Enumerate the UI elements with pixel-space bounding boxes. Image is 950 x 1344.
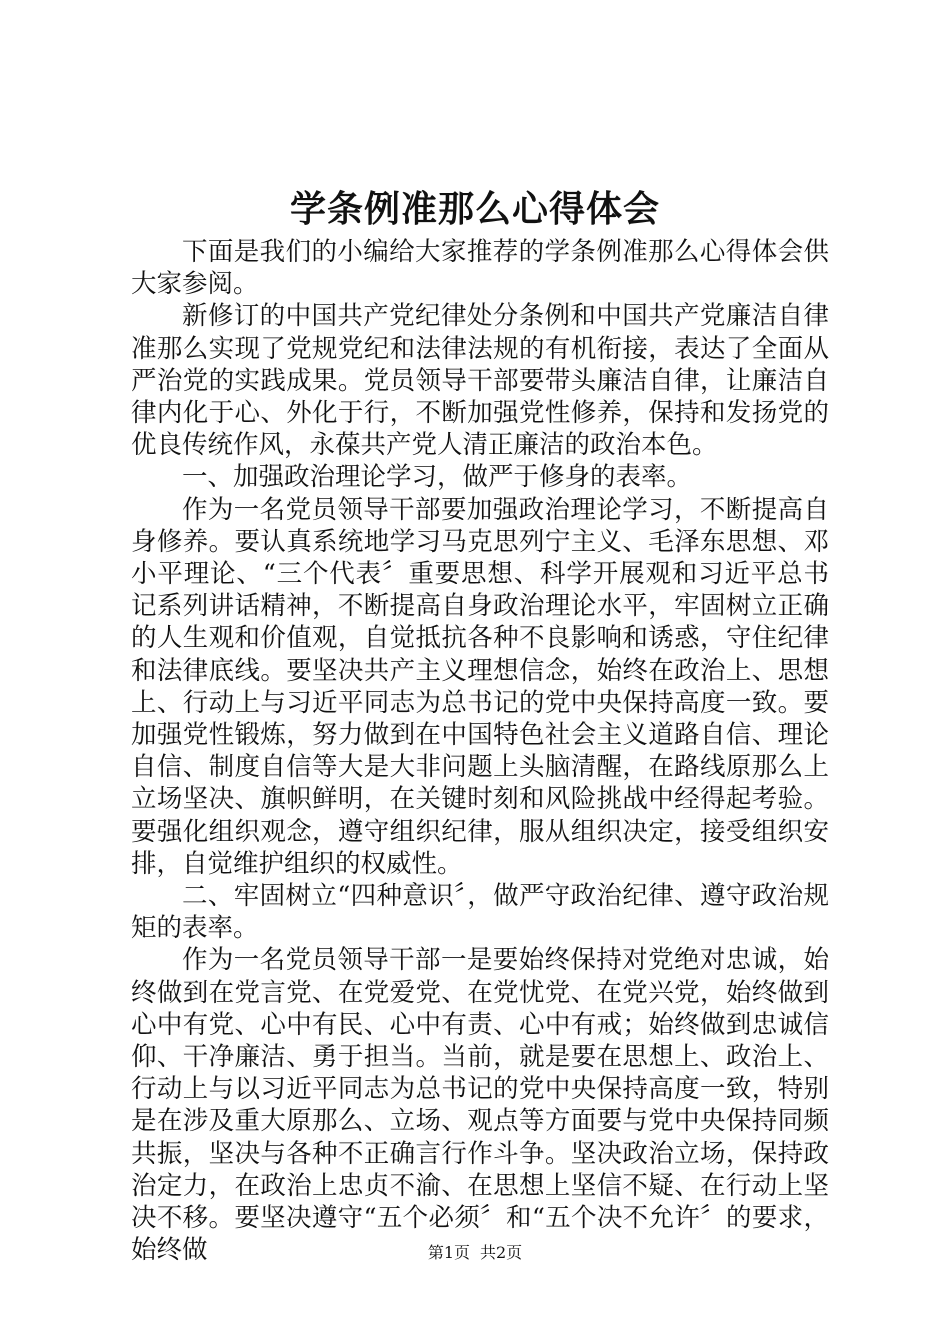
document-body <box>131 236 829 1267</box>
paragraph: 作为一名党员领导干部要加强政治理论学习，不断提高自身修养。要认真系统地学习马克思列宁主义、毛泽东思想、邓小平理论、“三个代表〞重要思想、科学开展观和习近平总书记系列讲话精神，不断提高自身政治理论水平，牢固树立正确的人生观和价值观，自觉抵抗各种不良影响和诱惑，守住纪律和法律底线。要坚决共产主义理想信念，始终在政治上、思想上、行动上与习近平同志为总书记的党中央保持高度一致。要加强党性锻炼，努力做到在中国特色社会主义道路自信、理论自信、制度自信等大是大非问题上头脑清醒，在路线原那么上立场坚决、旗帜鲜明，在关键时刻和风险挑战中经得起考验。要强化组织观念，遵守组织纪律，服从组织决定，接受组织安排，自觉维护组织的权威性。 <box>131 494 829 879</box>
section-heading: 二、牢固树立“四种意识〞，做严守政治纪律、遵守政治规矩的表率。 <box>131 881 829 944</box>
section-heading: 一、加强政治理论学习，做严于修身的表率。 <box>182 462 693 493</box>
page-number: 第1页 <box>427 1243 470 1262</box>
paragraph: 作为一名党员领导干部一是要始终保持对党绝对忠诚，始终做到在党言党、在党爱党、在党忧党、在党兴党，始终做到心中有党、心中有民、心中有责、心中有戒；始终做到忠诚信仰、干净廉洁、勇于担当。当前，就是要在思想上、政治上、行动上与以习近平同志为总书记的党中央保持高度一致，特别是在涉及重大原那么、立场、观点等方面要与党中央保持同频共振，坚决与各种不正确言行作斗争。坚决政治立场，保持政治定力，在政治上忠贞不渝、在思想上坚信不疑、在行动上坚决不移。要坚决遵守“五个必须〞和“五个决不允许〞的要求，始终做 <box>131 945 829 1266</box>
paragraph: 新修订的中国共产党纪律处分条例和中国共产党廉洁自律准那么实现了党规党纪和法律法规的有机衔接，表达了全面从严治党的实践成果。党员领导干部要带头廉洁自律，让廉洁自律内化于心、外化于行，不断加强党性修养，保持和发扬党的优良传统作风，永葆共产党人清正廉洁的政治本色。 <box>131 301 829 461</box>
paragraph: 下面是我们的小编给大家推荐的学条例准那么心得体会供大家参阅。 <box>131 237 829 300</box>
page-footer <box>0 1242 950 1264</box>
page-total: 共2页 <box>480 1243 523 1262</box>
document-title: 学条例准那么心得体会 <box>289 188 660 230</box>
